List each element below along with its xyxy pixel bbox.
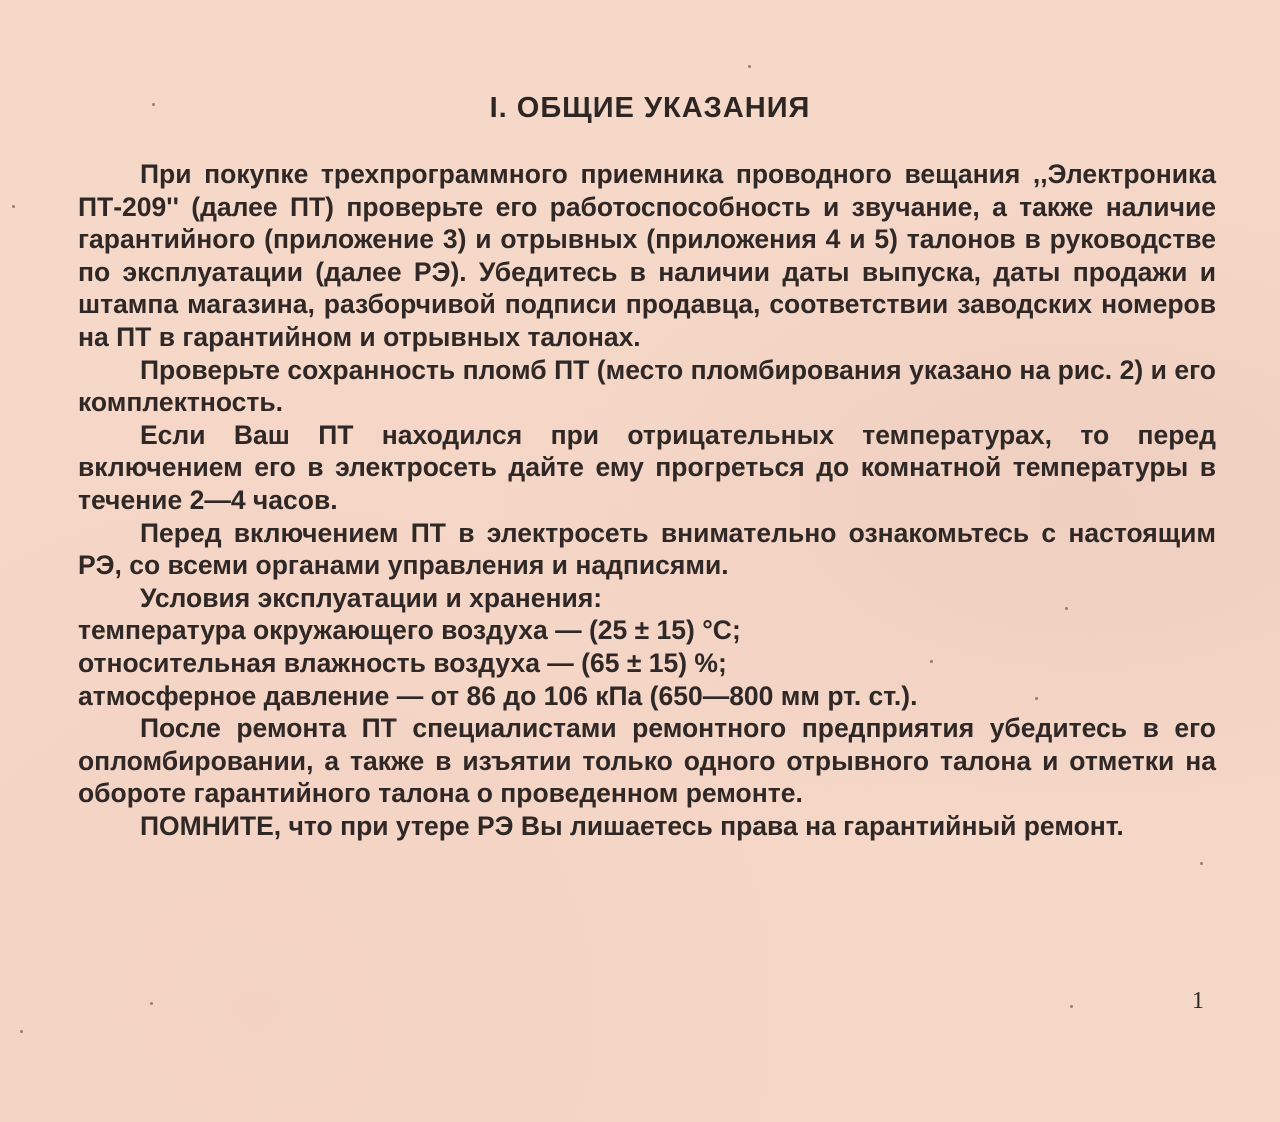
- print-speck: [20, 1030, 23, 1033]
- section-heading: I. ОБЩИЕ УКАЗАНИЯ: [489, 92, 811, 124]
- print-speck: [748, 65, 751, 68]
- print-speck: [12, 205, 15, 208]
- print-speck: [1065, 607, 1068, 610]
- print-speck: [152, 103, 155, 106]
- print-speck: [1070, 1005, 1073, 1008]
- read-manual-paragraph: Перед включением ПТ в электросеть внимательно ознакомьтесь с настоящим РЭ, со всеми органами управления и надписями.: [78, 517, 1216, 581]
- section-body: [78, 158, 1216, 842]
- reminder-paragraph: ПОМНИТЕ, что при утере РЭ Вы лишаетесь права на гарантийный ремонт.: [140, 810, 1124, 841]
- print-speck: [150, 1002, 153, 1005]
- print-speck: [1035, 697, 1038, 700]
- seals-paragraph: Проверьте сохранность пломб ПТ (место пломбирования указано на рис. 2) и его комплектность.: [78, 354, 1216, 418]
- condition-humidity: относительная влажность воздуха — (65 ± 15) %;: [78, 647, 727, 678]
- repair-paragraph: После ремонта ПТ специалистами ремонтного предприятия убедитесь в его опломбировании, а также в изъятии только одного отрывного талона и отметки на обороте гарантийного талона о проведенном ремонте.: [78, 713, 1216, 809]
- page-number: 1: [1192, 988, 1204, 1014]
- print-speck: [1200, 862, 1203, 865]
- temperature-warning-paragraph: Если Ваш ПТ находился при отрицательных температурах, то перед включением его в электросеть дайте ему прогреться до комнатной температуры в течение 2—4 часов.: [78, 419, 1216, 515]
- print-speck: [930, 660, 933, 663]
- condition-pressure: атмосферное давление — от 86 до 106 кПа (650—800 мм рт. ст.).: [78, 680, 918, 711]
- condition-temperature: температура окружающего воздуха — (25 ± 15) °С;: [78, 615, 741, 646]
- conditions-heading: Условия эксплуатации и хранения:: [140, 582, 603, 613]
- purchase-paragraph: При покупке трехпрограммного приемника проводного вещания ,,Электроника ПТ-209'' (далее ПТ) проверьте его работоспособность и звучание, а также наличие гарантийного (приложение 3) и отрывных (приложения 4 и 5) талонов в руководстве по эксплуатации (далее РЭ). Убедитесь в наличии даты выпуска, даты продажи и штампа магазина, разборчивой подписи продавца, соответствии заводских номеров на ПТ в гарантийном и отрывных талонах.: [78, 159, 1216, 352]
